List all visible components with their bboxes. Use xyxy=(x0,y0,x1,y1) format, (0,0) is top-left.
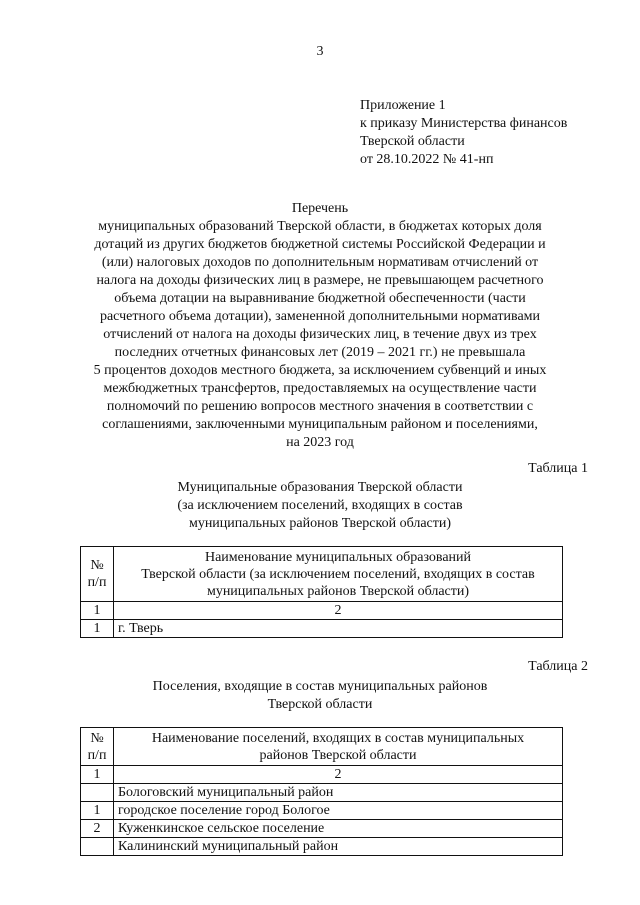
caption-line: Поселения, входящие в состав муниципальных районов xyxy=(152,679,488,694)
title-line: полномочий по решению вопросов местного значения в соответствии с xyxy=(106,399,534,414)
row-number: 1 xyxy=(81,620,114,638)
table1-caption xyxy=(0,479,640,533)
col-number-header xyxy=(81,728,114,766)
header-text: п/п xyxy=(87,575,107,590)
header-text: Наименование поселений, входящих в состав муниципальных xyxy=(151,730,525,746)
row-number: 1 xyxy=(81,802,114,820)
appendix-line: от 28.10.2022 № 41-нп xyxy=(360,152,494,167)
header-text: районов Тверской области xyxy=(259,747,417,763)
appendix-line: Тверской области xyxy=(360,134,465,149)
col-name-header xyxy=(114,728,563,766)
table-index-row xyxy=(81,766,563,784)
table-index-row xyxy=(81,602,563,620)
table1-label: Таблица 1 xyxy=(528,461,588,476)
title-line: расчетного объема дотации), замененной дополнительными нормативами xyxy=(99,309,541,324)
header-text: п/п xyxy=(87,747,107,763)
row-name: Калининский муниципальный район xyxy=(114,838,563,856)
table-header-row xyxy=(81,547,563,602)
table2-caption xyxy=(0,678,640,714)
title-line: муниципальных образований Тверской области, в бюджетах которых доля xyxy=(98,219,542,234)
title-line: соглашениями, заключенными муниципальным районом и поселениями, xyxy=(102,417,538,432)
title-line: межбюджетных трансфертов, предоставляемых на осуществление части xyxy=(103,381,537,396)
title-line: (или) налоговых доходов по дополнительным нормативам отчислений от xyxy=(101,255,539,270)
header-text: муниципальных районов Тверской области) xyxy=(206,583,470,599)
col-name-header xyxy=(114,547,563,602)
header-text: Наименование муниципальных образований xyxy=(204,549,472,565)
title-line: на 2023 год xyxy=(286,435,354,450)
row-name: Куженкинское сельское поселение xyxy=(114,820,563,838)
table1 xyxy=(80,546,563,638)
row-name: Бологовский муниципальный район xyxy=(114,784,563,802)
caption-line: (за исключением поселений, входящих в состав xyxy=(177,498,463,513)
appendix-line: к приказу Министерства финансов xyxy=(360,116,568,131)
page-number: 3 xyxy=(316,44,324,59)
title-line: 5 процентов доходов местного бюджета, за исключением субвенций и иных xyxy=(93,363,547,378)
table-row xyxy=(81,802,563,820)
table-row xyxy=(81,620,563,638)
table-header-row xyxy=(81,728,563,766)
table-row xyxy=(81,838,563,856)
appendix-line: Приложение 1 xyxy=(360,98,446,113)
header-text: № xyxy=(90,730,104,746)
caption-line: муниципальных районов Тверской области) xyxy=(188,516,452,531)
row-number xyxy=(81,784,114,802)
appendix-block xyxy=(360,97,567,169)
title-heading: Перечень xyxy=(291,201,349,216)
table2 xyxy=(80,727,563,856)
title-line: дотаций из других бюджетов бюджетной системы Российской Федерации и xyxy=(94,237,546,252)
table2-label: Таблица 2 xyxy=(528,659,588,674)
title-line: последних отчетных финансовых лет (2019 – 2021 гг.) не превышала xyxy=(114,345,526,360)
table-row xyxy=(81,784,563,802)
index-cell: 2 xyxy=(114,766,563,784)
index-cell: 1 xyxy=(81,602,114,620)
index-cell: 1 xyxy=(81,766,114,784)
row-name: г. Тверь xyxy=(114,620,563,638)
row-number: 2 xyxy=(81,820,114,838)
col-number-header xyxy=(81,547,114,602)
row-name: городское поселение город Бологое xyxy=(114,802,563,820)
caption-line: Тверской области xyxy=(267,697,373,712)
title-line: налога на доходы физических лиц в размере, не превышающем расчетного xyxy=(96,273,544,288)
index-cell: 2 xyxy=(114,602,563,620)
header-text: № xyxy=(90,558,104,573)
document-title xyxy=(70,200,570,452)
header-text: Тверской области (за исключением поселений, входящих в состав xyxy=(141,566,535,582)
title-line: отчислений от налога на доходы физических лиц, в течение двух из трех xyxy=(103,327,537,342)
table-row xyxy=(81,820,563,838)
row-number xyxy=(81,838,114,856)
title-line: объема дотации на выравнивание бюджетной обеспеченности (части xyxy=(114,291,526,306)
caption-line: Муниципальные образования Тверской области xyxy=(177,480,463,495)
